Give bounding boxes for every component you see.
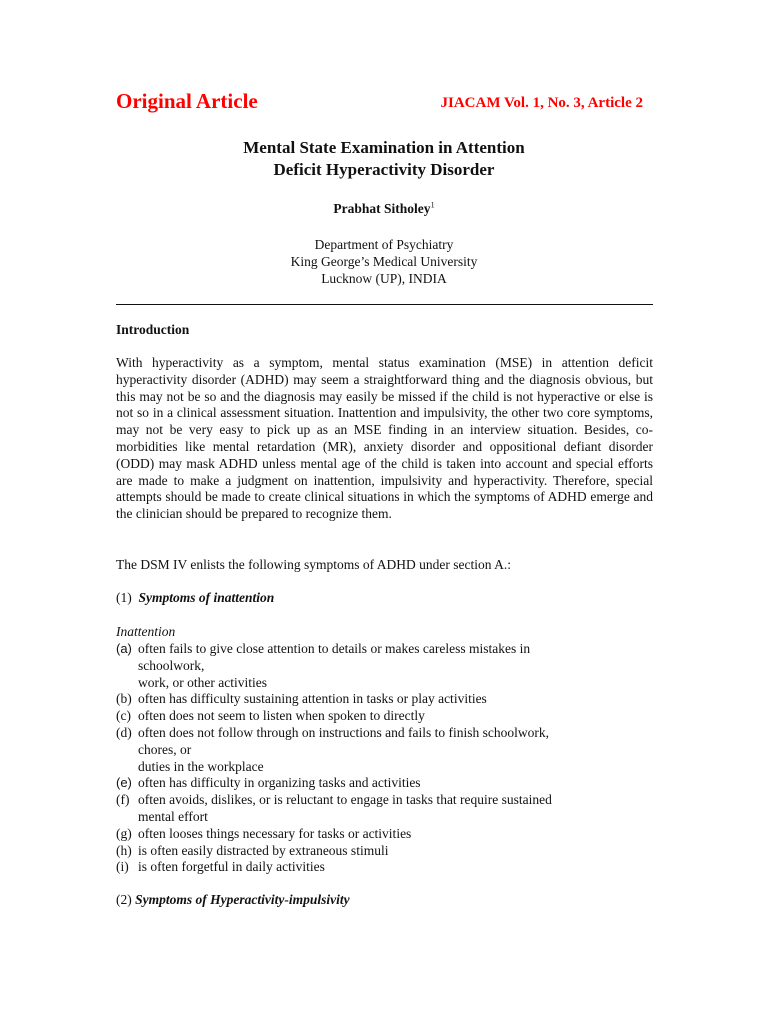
list-item-line: duties in the workplace: [138, 758, 264, 774]
list-item: [116, 708, 653, 725]
title-line-2: Deficit Hyperactivity Disorder: [273, 160, 495, 179]
list-item: [116, 843, 653, 860]
introduction-heading: Introduction: [116, 322, 190, 337]
author-line: [0, 200, 768, 218]
list-item-line: often avoids, dislikes, or is reluctant to engage in tasks that require sustained: [138, 792, 552, 808]
list-item-line: often does not follow through on instructions and fails to finish schoolwork,: [138, 724, 549, 740]
section-1-title: Symptoms of inattention: [138, 590, 275, 605]
list-item: [116, 775, 653, 792]
list-item-marker: (b): [116, 691, 132, 707]
list-item: [116, 792, 653, 826]
list-item-marker: (f): [116, 792, 130, 808]
list-item-text: [138, 826, 653, 843]
list-item-line: schoolwork,: [138, 657, 205, 673]
list-item-line: often fails to give close attention to details or makes careless mistakes in: [138, 641, 531, 656]
article-title: [0, 137, 768, 181]
title-line-1: Mental State Examination in Attention: [243, 138, 525, 157]
list-item-text: [138, 859, 653, 876]
list-item-line: often does not seem to listen when spoken to directly: [138, 708, 425, 724]
inattention-label: Inattention: [116, 624, 176, 639]
list-item-text: [138, 792, 653, 826]
list-item-text: [138, 691, 653, 708]
list-item: [116, 641, 653, 691]
list-item-line: often has difficulty in organizing tasks and activities: [138, 775, 421, 791]
author-name: Prabhat Sitholey: [333, 201, 431, 216]
article-type-label: Original Article: [116, 89, 258, 113]
list-item-text: [138, 775, 653, 792]
section-2-number: (2): [116, 892, 132, 907]
list-item-marker: (a): [116, 641, 132, 656]
section-2-heading: [116, 892, 653, 909]
list-item-marker: (i): [116, 859, 129, 875]
list-item-line: chores, or: [138, 741, 192, 757]
affiliation-block: [0, 236, 768, 287]
list-item-marker: (e): [116, 775, 132, 791]
list-item-text: [138, 725, 653, 775]
list-item-marker: (h): [116, 842, 132, 858]
affiliation-location: Lucknow (UP), INDIA: [321, 271, 447, 286]
list-item: [116, 691, 653, 708]
list-item-text: [138, 641, 653, 691]
list-item-text: [138, 708, 653, 725]
journal-citation: JIACAM Vol. 1, No. 3, Article 2: [440, 95, 643, 111]
affiliation-university: King George’s Medical University: [290, 254, 478, 269]
inattention-list: [116, 641, 653, 876]
list-item-marker: (d): [116, 724, 132, 740]
list-item-line: work, or other activities: [138, 674, 267, 690]
list-item: [116, 859, 653, 876]
introduction-paragraph: With hyperactivity as a symptom, mental status examination (MSE) in attention deficit hyperactivity disorder (ADHD) may seem a straightforward thing and the diagnosis obvious, but this may not be so and the diagnosis may easily be missed if the child is not hyperactive or else is not so in a clinical assessment situation. Inattention and impulsivity, the other two core symptoms, may not be very easy to pick up as an MSE finding in an interview situation. Besides, co-morbidities like mental retardation (MR), anxiety disorder and oppositional defiant disorder (ODD) may mask ADHD unless mental age of the child is taken into account and special efforts are made to make a judgment on inattention, impulsivity and hyperactivity. Therefore, special attempts should be made to create clinical situations in which the symptoms of ADHD emerge and the clinician should be prepared to recognize them.: [116, 355, 653, 522]
list-item-text: [138, 843, 653, 860]
list-item-line: often looses things necessary for tasks or activities: [138, 825, 412, 841]
list-item-line: is often easily distracted by extraneous stimuli: [138, 842, 389, 858]
list-item: [116, 826, 653, 843]
header-divider: [116, 304, 653, 305]
list-item-line: often has difficulty sustaining attention in tasks or play activities: [138, 691, 487, 707]
section-1-heading: [116, 590, 653, 607]
list-item-line: is often forgetful in daily activities: [138, 859, 325, 875]
section-1-number: (1): [116, 590, 132, 605]
list-item-line: mental effort: [138, 808, 208, 824]
section-2-title: Symptoms of Hyperactivity-impulsivity: [135, 892, 350, 907]
list-item-marker: (c): [116, 708, 131, 724]
list-item-marker: (g): [116, 825, 132, 841]
affiliation-mark: 1: [430, 200, 435, 210]
affiliation-department: Department of Psychiatry: [314, 237, 454, 252]
dsm-intro-text: The DSM IV enlists the following symptoms of ADHD under section A.:: [116, 557, 511, 572]
list-item: [116, 725, 653, 775]
